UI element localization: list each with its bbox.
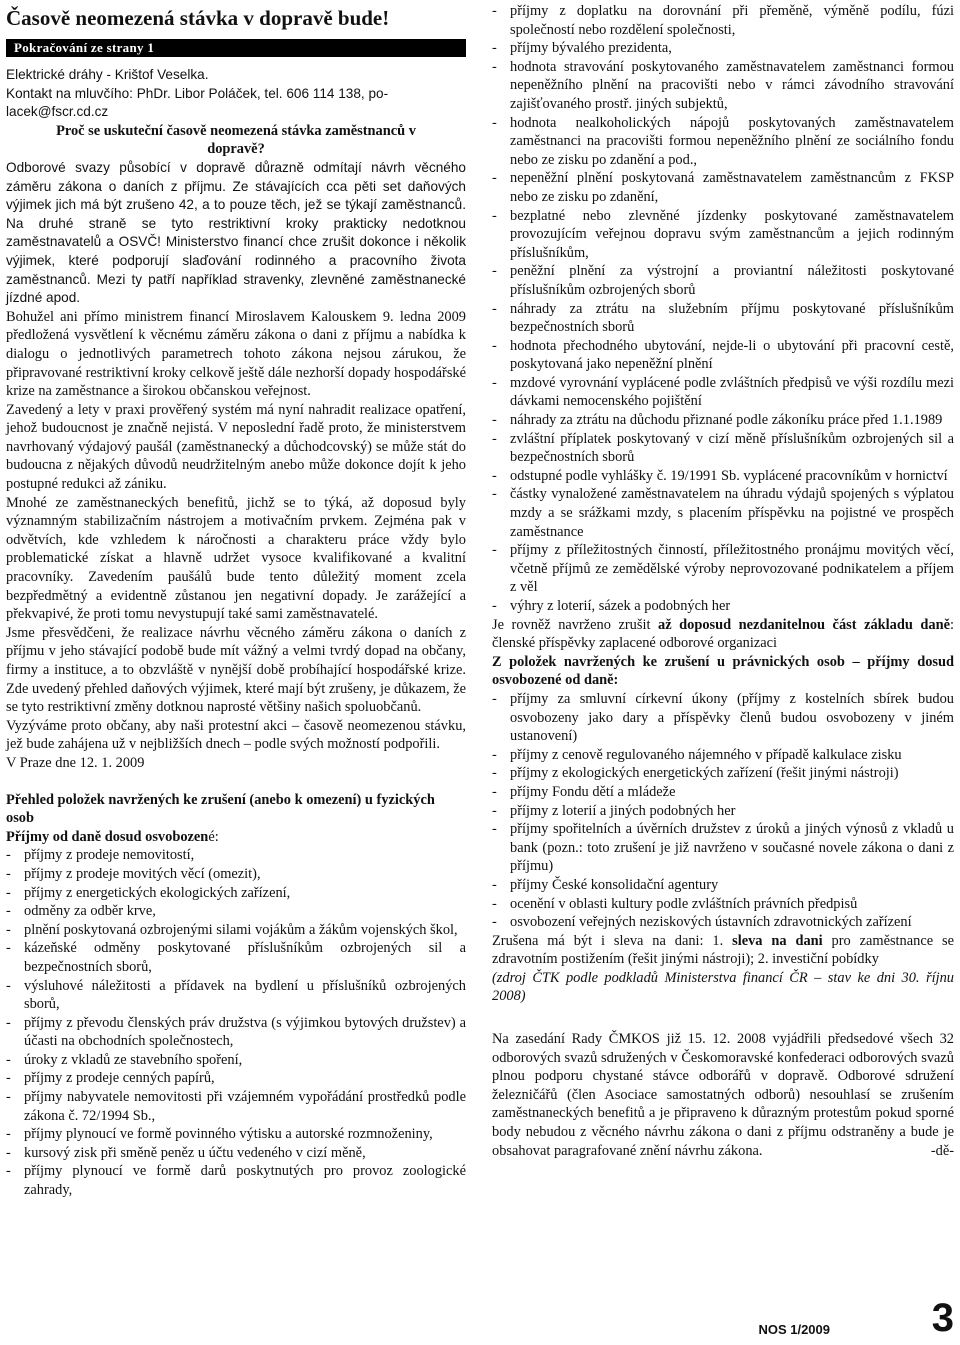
list-item: - příjmy z energetických ekologických zařízení, (6, 884, 466, 903)
paragraph-bold: sleva na dani (732, 932, 823, 949)
list-item: - příjmy z příležitostných činností, příležitostného pronájmu movitých věcí, včetně příjmů ze zemědělské výroby neprovozované podnikatelem a příjem z věl (492, 541, 954, 597)
list-item: - plnění poskytovaná ozbrojenými silami vojákům a žákům vojenských škol, (6, 921, 466, 940)
list-item: - příjmy z doplatku na dorovnání při přeměně, výměně podílu, fúzi společností nebo rozdělení společnosti, (492, 2, 954, 39)
exempt-heading-bold: Příjmy od daně dosud osvobozen (6, 828, 209, 845)
legal-entities-list (492, 690, 954, 932)
paragraph-end: : členské příspěvky zaplacené odborové organizaci (492, 616, 954, 652)
author-signature: -dě- (930, 1142, 954, 1159)
spacer (6, 773, 466, 791)
paragraph (492, 932, 954, 969)
exemptions-list-continued (492, 2, 954, 616)
list-item: - příjmy z prodeje cenných papírů, (6, 1069, 466, 1088)
contact-line: Kontakt na mluvčího: PhDr. Libor Poláček, tel. 606 114 138, po-lacek@fscr.cd.cz (6, 85, 389, 120)
list-item: - příjmy z cenově regulovaného nájemného v případě kalkulace zisku (492, 746, 954, 765)
list-item: - náhrady za ztrátu na důchodu přiznané podle zákoníku práce před 1.1.1989 (492, 411, 954, 430)
overview-heading: Přehled položek navržených ke zrušení (anebo k omezení) u fyzických osob (6, 791, 435, 827)
list-item: - kursový zisk při směně peněz u účtu vedeného v cizí měně, (6, 1144, 466, 1163)
list-item: - příjmy z převodu členských práv družstva (s výjimkou bytových družstev) a účasti na obchodních společnostech, (6, 1014, 466, 1051)
page-number: 3 (931, 1296, 954, 1340)
list-item: - zvláštní příplatek poskytovaný v cizí měně příslušníkům ozbrojených sil a bezpečnostních sborů (492, 430, 954, 467)
paragraph (6, 159, 466, 308)
list-item: - hodnota stravování poskytovaného zaměstnavatelem zaměstnanci formou nepeněžního plnění na pracovišti nebo v rámci závodního stravování zajišťovaného prostř. jiných subjektů, (492, 58, 954, 114)
paragraph: Zavedený a lety v praxi prověřený systém má nyní nahradit realizace opatření, jehož budoucnost je značně nejistá. V neposlední řadě proto, že ministerstvem navrhovaný výdajový paušál (zaměstnanecký a důchodcovský) se může stát do budoucna z nějakých důvodů neudržitelným anebo může dokonce dojít k jeho postupné redukci až zániku. (6, 401, 466, 493)
list-item: - ocenění v oblasti kultury podle zvláštních právních předpisů (492, 895, 954, 914)
list-item: - příjmy bývalého prezidenta, (492, 39, 954, 58)
list-item: - příjmy spořitelních a úvěrních družstev z úroků a jiných výnosů z vkladů u bank (pozn.: toto zrušení je již navrženo v současné novele zákona o dani z příjmu) (492, 820, 954, 876)
list-item: - příjmy Fondu dětí a mládeže (492, 783, 954, 802)
paragraph (492, 616, 954, 653)
list-item: - mzdové vyrovnání vyplácené podle zvláštních předpisů ve výši rozdílu mezi dávkami nemocenského pojištění (492, 374, 954, 411)
list-item: - peněžní plnění za výstrojní a proviantní náležitosti poskytované příslušníkům ozbrojených sborů (492, 262, 954, 299)
list-item: - příjmy plynoucí ve formě povinného výtisku a autorské rozmnoženiny, (6, 1125, 466, 1144)
list-item: - náhrady za ztrátu na služebním příjmu poskytované příslušníkům bezpečnostních sborů (492, 300, 954, 337)
paragraph: Mnohé ze zaměstnaneckých benefitů, jichž se to týká, až doposud byly významným stabilizačním nástrojem a motivačním prvkem. Zejména pak v odvětvích, kde vzhledem k náročnosti a charakteru práce vždy bylo problematické získat a hlavně udržet vysoce kvalifikované a kvalitní pracovníky. Zavedením paušálů bude tento důležitý moment zcela bezpředmětný a evidentně zůstanou jen negativní dopady. Je zarážející a překvapivé, že proti tomu nevystupují také sami zaměstnavatelé. (6, 494, 466, 623)
paragraph: Bohužel ani přímo ministrem financí Miroslavem Kalouskem 9. ledna 2009 předložená vysvětlení k věcnému záměru zákona o dani z příjmu a nabídka k dialogu o jednotlivých parametrech tohoto zákona nejsou zárukou, že připravované restriktivní kroky celkově ještě dále nezhorší dopady hospodářské krize na zaměstnance a širokou občanskou veřejnost. (6, 308, 466, 400)
paragraph-bold: až doposud nezdanitelnou část základu daně (658, 616, 950, 633)
paragraph: Vyzýváme proto občany, aby naši protestní akci – časově neomezenou stávku, jež bude zahájena už v nejbližších dnech – podle svých možností podpořili. (6, 717, 466, 753)
list-item: - odstupné podle vyhlášky č. 19/1991 Sb. vyplácené pracovníkům v hornictví (492, 467, 954, 486)
exempt-heading (6, 828, 466, 847)
list-item: - příjmy České konsolidační agentury (492, 876, 954, 895)
list-item: - příjmy z prodeje nemovitostí, (6, 846, 466, 865)
issue-label: NOS 1/2009 (758, 1322, 830, 1337)
list-item: - úroky z vkladů ze stavebního spoření, (6, 1051, 466, 1070)
paragraph-sans: Ze stávajících cca pěti set daňových výjimek jich má být zrušeno 42, a to pouze těch, jež se týkají zaměstnanců. Na druhé straně se tyto restriktivní kroky prakticky nedotknou zaměstnavatelů a OSVČ! Ministerstvo financí chce zrušit dokonce i několik výjimek, které podporují slaďování rodinného a pracovního života zaměstnanců. Mezi ty patří například stravenky, zlevněné zaměstnanecké jízdné apod. (6, 178, 466, 306)
paragraph: Jsme přesvědčeni, že realizace návrhu věcného záměru zákona o daních z příjmu v jeho stávající podobě bude mít vážný a velmi tvrdý dopad na občany, firmy a instituce, a to obzvláště v nynější době probíhající hospodářské krize. Zde uvedený přehled daňových výjimek, které mají být zrušeny, je důkazem, že se tyto restriktivní změny dotknou naprosté většiny našich spoluobčanů. (6, 624, 466, 716)
paragraph-sans: Odborové svazy působící v dopravě důrazně odmítají návrh věcného záměru zákona o daních z příjmu. (6, 159, 466, 194)
list-item: - příjmy za smluvní církevní úkony (příjmy z kostelních sbírek budou osvobozeny jako dary a příspěvky členů budou osvobozeny v jiném ustanovení) (492, 690, 954, 746)
paragraph-text: Na zasedání Rady ČMKOS již 15. 12. 2008 vyjádřili předsedové všech 32 odborových svazů sdružených v Českomoravské konfederaci odborových svazů plnou podporu chystané stávce odborářů v dopravě. Odborové sdružení železničářů (člen Asociace samostatných odborů) nesouhlasí se zrušením zaměstnaneckých benefitů a je připraveno k důrazným protestům pokud sporné body nebudou z věcného návrhu zákona o dani z příjmu odstraněny a bude je obsahovat paragrafované znění návrhu zákona. (492, 1031, 954, 1159)
list-item: - příjmy nabyvatele nemovitosti při vzájemném vypořádání prostředků podle zákona č. 72/1994 Sb., (6, 1088, 466, 1125)
list-item: - příjmy plynoucí ve formě darů poskytnutých pro provoz zoologické zahrady, (6, 1162, 466, 1199)
list-item: - hodnota nealkoholických nápojů poskytovaných zaměstnavatelem zaměstnanci na pracovišti formou nepeněžního plnění ze sociálního fondu nebo ze zisku po zdanění a pod., (492, 114, 954, 170)
list-item: - osvobození veřejných neziskových ústavních zdravotnických zařízení (492, 913, 954, 932)
paragraph-start: Je rovněž navrženo zrušit (492, 616, 658, 633)
right-column (492, 2, 954, 1160)
date-line: V Praze dne 12. 1. 2009 (6, 754, 145, 771)
list-item: - příjmy z prodeje movitých věcí (omezit), (6, 865, 466, 884)
exempt-heading-tail: é: (208, 828, 219, 845)
source-note: (zdroj ČTK podle podkladů Ministerstva financí ČR – stav ke dni 30. říjnu 2008) (492, 969, 954, 1005)
exemptions-list (6, 846, 466, 1199)
list-item: - odměny za odběr krve, (6, 902, 466, 921)
contact-line: Elektrické dráhy - Krištof Veselka. (6, 67, 209, 82)
list-item: - hodnota přechodného ubytování, nejde-li o ubytování při pracovní cestě, poskytovaná jako nepeněžní plnění (492, 337, 954, 374)
paragraph-a: Zrušena má být i sleva na dani: 1. (492, 932, 733, 949)
list-item: - kázeňské odměny poskytované příslušníkům ozbrojených sil a bezpečnostních sborů, (6, 939, 466, 976)
spacer (492, 1006, 954, 1030)
list-item: - výhry z loterií, sázek a podobných her (492, 597, 954, 616)
article-title: Časově neomezená stávka v dopravě bude! (6, 6, 390, 30)
paragraph (492, 1030, 954, 1160)
left-column (6, 0, 466, 1200)
list-item: - částky vynaložené zaměstnavatelem na úhradu výdajů spojených s výplatou mzdy a se srážkami mzdy, s placením příspěvku na pojistné ve prospěch zaměstnance (492, 485, 954, 541)
list-item: - příjmy z ekologických energetických zařízení (řešit jinými nástroji) (492, 764, 954, 783)
contact-block (6, 66, 466, 122)
legal-entities-heading: Z položek navržených ke zrušení u právnických osob – příjmy dosud osvobozené od daně: (492, 653, 954, 689)
paragraph-b: pro zaměstnance se zdravotním postižením (řešit jinými nástroji); 2. investiční pobídky (492, 932, 954, 968)
list-item: - příjmy z loterií a jiných podobných her (492, 802, 954, 821)
list-item: - bezplatné nebo zlevněné jízdenky poskytované zaměstnavatelem provozujícím veřejnou dopravu svým zaměstnancům a jejich rodinným příslušníkům, (492, 207, 954, 263)
continued-from-banner: Pokračování ze strany 1 (6, 39, 466, 57)
list-item: - výsluhové náležitosti a přídavek na bydlení u příslušníků ozbrojených sborů, (6, 977, 466, 1014)
section-heading-why: Proč se uskuteční časově neomezená stávka zaměstnanců v dopravě? (56, 122, 416, 158)
list-item: - nepeněžní plnění poskytovaná zaměstnavatelem zaměstnancům z FKSP nebo ze zisku po zdanění, (492, 169, 954, 206)
